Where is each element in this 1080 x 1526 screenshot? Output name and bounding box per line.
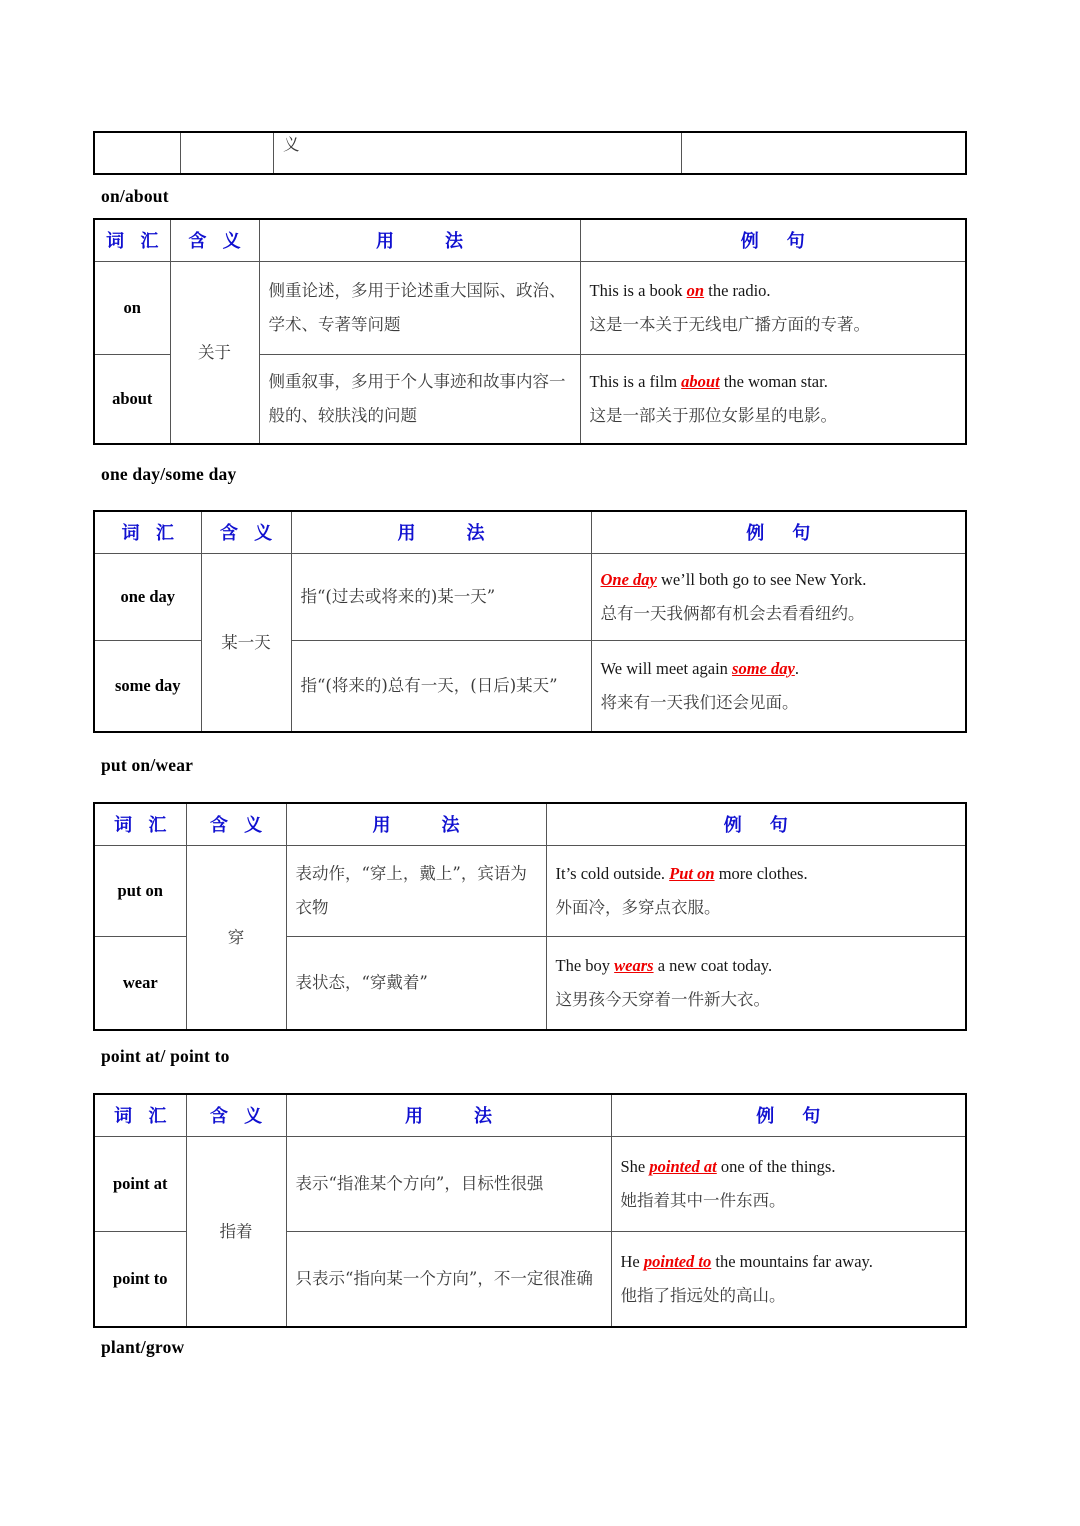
example-english: We will meet again some day. [600,659,799,679]
example-cell [591,641,966,733]
table-row [94,1137,966,1232]
section-label-on-about: on/about [101,186,169,206]
comparison-table-put-on-wear [93,802,967,1031]
table-row [94,554,966,641]
example-chinese: 这是一部关于那位女影星的电影。 [589,406,837,425]
meaning-cell-shared: 关于 [170,262,259,445]
column-header-usage: 用 法 [291,511,591,554]
example-cell [580,355,966,445]
example-english: This is a book on the radio. [589,281,771,301]
example-english: She pointed at one of the things. [620,1157,836,1177]
highlighted-term: wears [614,956,654,976]
usage-cell: 只表示“指向某一个方向”，不一定很准确 [286,1232,611,1328]
column-header-example: 例 句 [580,219,966,262]
example-english: It’s cold outside. Put on more clothes. [555,864,808,884]
stub-cell-word [94,132,181,174]
column-header-usage: 用 法 [286,1094,611,1137]
meaning-cell-shared: 某一天 [201,554,291,733]
column-header-example: 例 句 [611,1094,966,1137]
column-header-meaning: 含 义 [186,1094,286,1137]
column-header-example: 例 句 [546,803,966,846]
highlighted-term: on [686,281,705,301]
comparison-table-on-about [93,218,967,445]
highlighted-term: pointed at [649,1157,717,1177]
column-header-word: 词 汇 [94,1094,186,1137]
meaning-cell-shared: 指着 [186,1137,286,1328]
example-chinese: 这是一本关于无线电广播方面的专著。 [589,315,870,334]
usage-cell: 侧重叙事，多用于个人事迹和故事内容一般的、较肤浅的问题 [259,355,580,445]
word-cell: about [94,355,170,445]
highlighted-term: Put on [669,864,715,884]
meaning-cell-shared: 穿 [186,846,286,1031]
usage-cell: 表示“指准某个方向”，目标性很强 [286,1137,611,1232]
example-cell [546,937,966,1031]
highlighted-term: about [681,372,720,392]
section-label-point-at-point-to: point at/ point to [101,1046,230,1066]
word-cell: point to [94,1232,186,1328]
usage-cell: 表动作，“穿上，戴上”，宾语为衣物 [286,846,546,937]
stub-cell-example [682,132,967,174]
stub-cell-usage: 义 [274,132,682,174]
word-cell: put on [94,846,186,937]
column-header-meaning: 含 义 [170,219,259,262]
usage-cell: 指“(将来的)总有一天，(日后)某天” [291,641,591,733]
word-cell: on [94,262,170,355]
example-cell [611,1232,966,1328]
section-label-one-day-some-day: one day/some day [101,464,237,484]
example-cell [546,846,966,937]
usage-cell: 指“(过去或将来的)某一天” [291,554,591,641]
table-header-row [94,1094,966,1137]
column-header-meaning: 含 义 [186,803,286,846]
example-cell [611,1137,966,1232]
example-english: One day we’ll both go to see New York. [600,570,867,590]
table-header-row [94,511,966,554]
example-cell [580,262,966,355]
example-chinese: 这男孩今天穿着一件新大衣。 [555,990,770,1009]
word-cell: point at [94,1137,186,1232]
stub-cell-meaning [181,132,274,174]
column-header-usage: 用 法 [259,219,580,262]
example-chinese: 将来有一天我们还会见面。 [600,693,799,712]
example-english: This is a film about the woman star. [589,372,828,392]
section-label-plant-grow: plant/grow [101,1337,185,1357]
table-row [94,132,966,174]
column-header-word: 词 汇 [94,219,170,262]
usage-cell: 表状态，“穿戴着” [286,937,546,1031]
table-row [94,846,966,937]
table-header-row [94,803,966,846]
column-header-word: 词 汇 [94,511,201,554]
column-header-usage: 用 法 [286,803,546,846]
stub-table-continuation [93,131,967,175]
highlighted-term: One day [600,570,657,590]
usage-cell: 侧重论述，多用于论述重大国际、政治、学术、专著等问题 [259,262,580,355]
table-row [94,262,966,355]
example-cell [591,554,966,641]
example-chinese: 她指着其中一件东西。 [620,1191,786,1210]
table-header-row [94,219,966,262]
column-header-example: 例 句 [591,511,966,554]
column-header-word: 词 汇 [94,803,186,846]
example-chinese: 总有一天我俩都有机会去看看纽约。 [600,604,865,623]
example-english: He pointed to the mountains far away. [620,1252,873,1272]
word-cell: some day [94,641,201,733]
example-chinese: 他指了指远处的高山。 [620,1286,786,1305]
comparison-table-point-at-point-to [93,1093,967,1328]
word-cell: wear [94,937,186,1031]
column-header-meaning: 含 义 [201,511,291,554]
highlighted-term: pointed to [643,1252,712,1272]
highlighted-term: some day [732,659,795,679]
example-chinese: 外面冷，多穿点衣服。 [555,898,721,917]
example-english: The boy wears a new coat today. [555,956,773,976]
word-cell: one day [94,554,201,641]
section-label-put-on-wear: put on/wear [101,755,194,775]
comparison-table-one-day-some-day [93,510,967,733]
